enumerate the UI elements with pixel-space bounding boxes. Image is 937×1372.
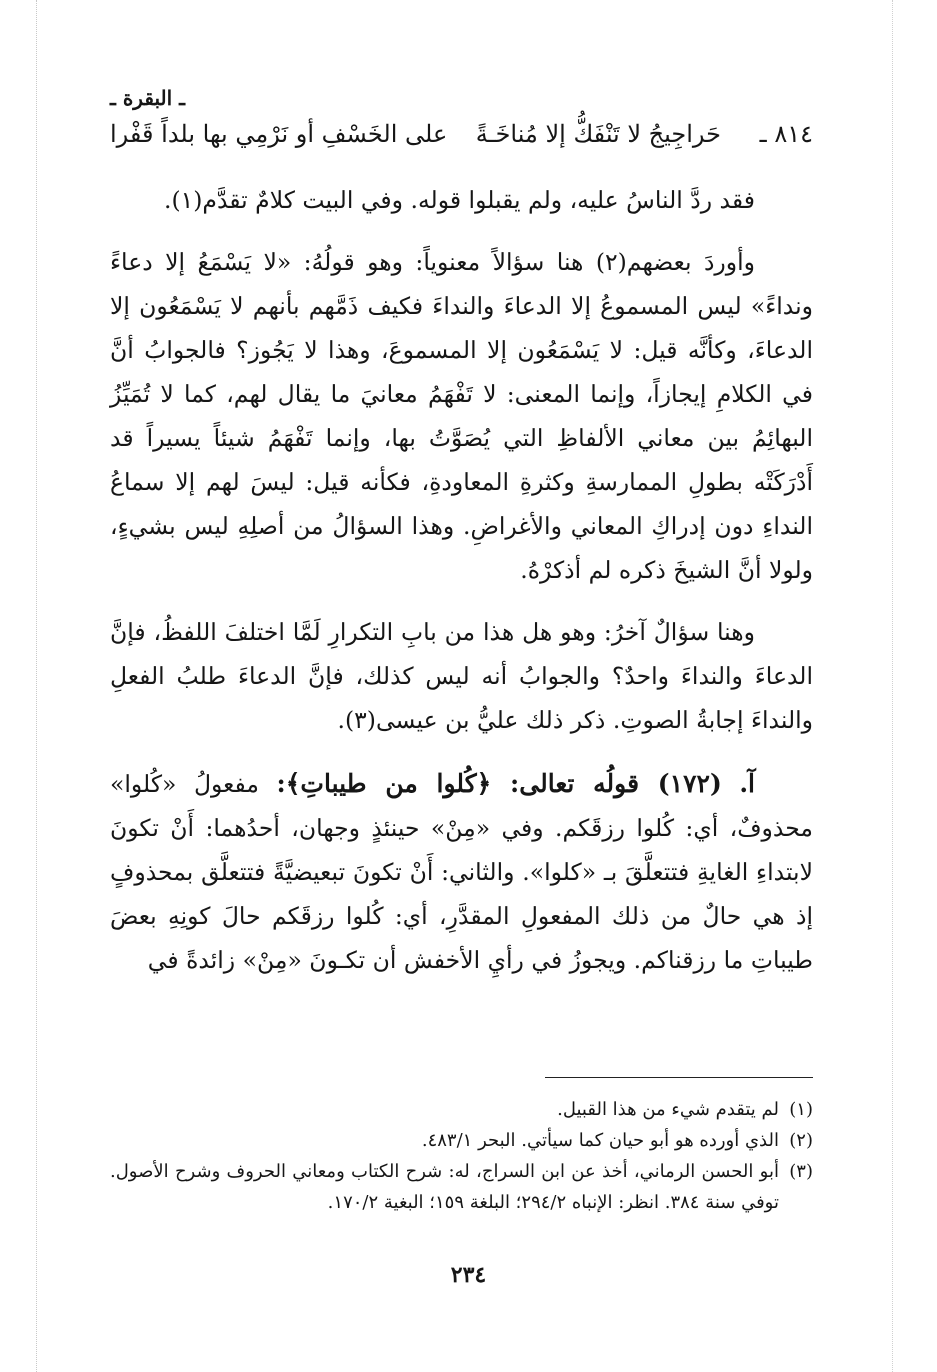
paragraph: فقد ردَّ الناسُ عليه، ولم يقبلوا قوله. وفي البيت كلامٌ تقدَّم(١). bbox=[163, 186, 755, 214]
scan-edge-left bbox=[36, 0, 37, 1372]
footnote-text: الذي أورده هو أبو حيان كما سيأتي. البحر ٤٨٣/١. bbox=[421, 1130, 779, 1151]
page-number: ٢٣٤ bbox=[450, 1262, 487, 1288]
footnote bbox=[110, 1094, 813, 1125]
paragraph: وهنا سؤالٌ آخرُ: وهو هل هذا من بابِ التكرارِ لَمَّا اختلفَ اللفظُ، فإنَّ الدعاءَ والنداءَ واحدٌ؟ والجوابُ أنه ليس كذلك، فإنَّ الدعاءَ طلبُ الفعلِ والنداءَ إجابةُ الصوتِ. ذكر ذلك عليُّ بن عيسى(٣). bbox=[110, 618, 813, 734]
footnote-text: أبو الحسن الرماني، أخذ عن ابن السراج، له: شرح الكتاب ومعاني الحروف وشرح الأصول. توفي سنة ٣٨٤. انظر: الإنباه ٢٩٤/٢؛ البلغة ١٥٩؛ البغية ١٧٠/٢. bbox=[110, 1161, 779, 1213]
footnote-separator bbox=[545, 1077, 813, 1078]
verse-number: ٨١٤ ـ bbox=[759, 120, 813, 148]
footnote-number: (٢) bbox=[789, 1130, 813, 1151]
section-text: مفعولُ «كُلوا» محذوفٌ، أي: كُلوا رزقَكم. وفي «مِنْ» حينئذٍ وجهان، أحدُهما: أَنْ تكونَ لابتداءِ الغايةِ فتتعلَّقَ بـ «كلوا». والثاني: أَنْ تكونَ تبعيضيَّةً فتتعلَّق بمحذوفٍ إذ هي حالٌ من ذلك المفعولِ المقدَّرِ، أي: كُلوا رزقَكم حالَ كونِهِ بعضَ طيباتِ ما رزقناكم. ويجوزُ في رأيِ الأخفش أن تكـونَ «مِنْ» زائدةً في bbox=[110, 770, 813, 974]
footnote bbox=[110, 1156, 813, 1218]
main-text bbox=[110, 178, 813, 982]
verse-first-hemistich: حَراجِيجُ لا تَنْفَكُّ إلا مُناخَـةً bbox=[475, 120, 721, 148]
poetry-verse bbox=[110, 120, 813, 160]
footnote-number: (١) bbox=[789, 1099, 813, 1120]
footnote bbox=[110, 1125, 813, 1156]
footnote-text: لم يتقدم شيء من هذا القبيل. bbox=[557, 1099, 779, 1120]
verse-second-hemistich: على الخَسْفِ أو نَرْمِي بها بلداً قَفْرا bbox=[110, 120, 448, 148]
scan-edge-right bbox=[892, 0, 893, 1372]
running-head: ـ البقرة ـ bbox=[110, 86, 185, 110]
verse-commentary-section bbox=[110, 762, 813, 982]
section-marker: آ. bbox=[739, 769, 755, 798]
section-heading: (١٧٢) قولُه تعالى: ﴿كُلوا من طيباتِ﴾: bbox=[276, 769, 722, 798]
paragraph: وأوردَ بعضهم(٢) هنا سؤالاً معنوياً: وهو قولُهُ: «لا يَسْمَعُ إلا دعاءً ونداءً» ليس المسموعُ إلا الدعاءَ والنداءَ فكيف ذَمَّهم بأنهم لا يَسْمَعُون إلا الدعاءَ، وكأنَّه قيل: لا يَسْمَعُون إلا المسموعَ، وهذا لا يَجُوز؟ فالجوابُ أنَّ في الكلامِ إيجازاً، وإنما المعنى: لا تَفْهَمُ معانيَ ما يقال لهم، كما لا تُمَيِّزُ البهائِمُ بين معاني الألفاظِ التي يُصَوَّتُ بها، وإنما تَفْهَمُ شيئاً يسيراً قد أَدْرَكَتْه بطولِ الممارسةِ وكثرةِ المعاودةِ، فكأنه قيل: ليسَ لهم إلا سماعُ النداءِ دون إدراكِ المعاني والأغراضِ. وهذا السؤالُ من أصلِهِ ليس بشيءٍ، ولولا أنَّ الشيخَ ذكره لم أذكرْهُ. bbox=[110, 248, 813, 584]
footnotes bbox=[110, 1094, 813, 1218]
footnote-number: (٣) bbox=[789, 1161, 813, 1182]
